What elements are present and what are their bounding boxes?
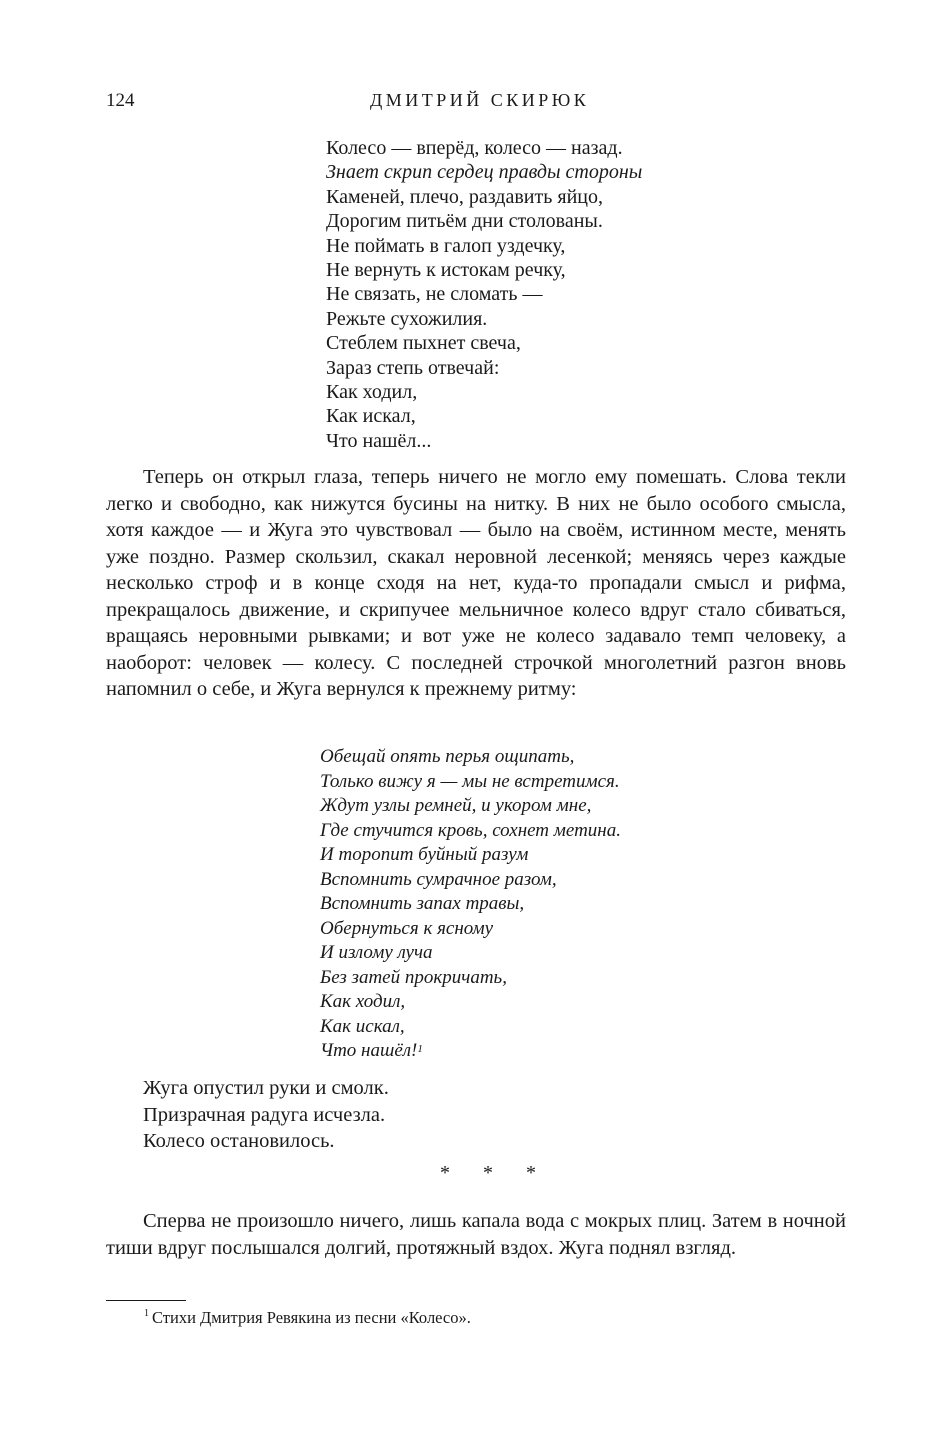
short-lines bbox=[143, 1075, 389, 1155]
poem-line: Не связать, не сломать — bbox=[326, 283, 543, 306]
poem-line: И торопит буйный разум bbox=[320, 844, 529, 865]
body-paragraph: Теперь он открыл глаза, теперь ничего не могло ему помешать. Слова текли легко и свободно, как нижутся бусины на нитку. В них не было особого смысла, хотя каждое — и Жуга это чувствовал — было на своём, истинном месте, менять уже поздно. Размер скользил, скакал неровной лесенкой; меняясь через каждые несколько строф и в конце сходя на нет, куда-то пропадали смысл и рифма, прекращалось движение, и скрипучее мельничное колесо вдруг стало сбиваться, вращаясь неровными рывками; и вот уже не колесо задавало темп человеку, а наоборот: человек — колесу. С последней строчкой многолетний разгон вновь напомнил о себе, и Жуга вернулся к прежнему ритму: bbox=[106, 466, 846, 700]
poem-line: Обернуться к ясному bbox=[320, 917, 494, 939]
section-separator: * * * bbox=[440, 1162, 550, 1184]
footnote-mark: 1 bbox=[144, 1308, 149, 1319]
poem-line: Каменей, плечо, раздавить яйцо, bbox=[326, 185, 603, 208]
text-line: Жуга опустил руки и смолк. bbox=[143, 1077, 389, 1099]
poem-epigraph bbox=[326, 136, 642, 453]
poem-line: Как искал, bbox=[320, 1015, 405, 1037]
footnote-divider bbox=[106, 1300, 186, 1301]
poem-line: Как ходил, bbox=[320, 991, 406, 1012]
running-head: ДМИТРИЙ СКИРЮК bbox=[370, 90, 590, 110]
poem-line: Где стучится кровь, сохнет метина. bbox=[320, 819, 621, 841]
poem-line: Стеблем пыхнет свеча, bbox=[326, 332, 521, 355]
text-line: Колесо остановилось. bbox=[143, 1130, 335, 1152]
poem-line-last bbox=[320, 1039, 621, 1064]
footnote bbox=[144, 1308, 471, 1328]
poem-line-text: Что нашёл! bbox=[320, 1040, 418, 1061]
poem-line: Как искал, bbox=[326, 405, 416, 428]
poem-line: Колесо — вперёд, колесо — назад. bbox=[326, 137, 623, 159]
poem-line: Режьте сухожилия. bbox=[326, 307, 488, 330]
poem-line: Что нашёл... bbox=[326, 429, 432, 452]
footnote-text: Стихи Дмитрия Ревякина из песни «Колесо». bbox=[152, 1308, 471, 1327]
poem-line: Ждут узлы ремней, и укором мне, bbox=[320, 795, 592, 816]
poem-line: Без затей прокричать, bbox=[320, 966, 507, 988]
text-line: Призрачная радуга исчезла. bbox=[143, 1103, 386, 1126]
poem-line: Не вернуть к истокам речку, bbox=[326, 259, 566, 282]
body-paragraph: Сперва не произошло ничего, лишь капала вода с мокрых плиц. Затем в ночной тиши вдруг послышался долгий, протяжный вздох. Жуга поднял взгляд. bbox=[106, 1210, 846, 1259]
poem-line: Вспомнить сумрачное разом, bbox=[320, 868, 557, 890]
page-number: 124 bbox=[106, 90, 135, 111]
poem-line: И излому луча bbox=[320, 942, 433, 963]
poem-line: Не поймать в галоп уздечку, bbox=[326, 234, 566, 257]
poem-italic bbox=[320, 745, 621, 1064]
footnote-reference[interactable]: 1 bbox=[417, 1043, 423, 1055]
poem-line: Дорогим питьём дни столованы. bbox=[326, 210, 603, 233]
poem-line: Обещай опять перья ощипать, bbox=[320, 746, 575, 767]
poem-line: Как ходил, bbox=[326, 381, 418, 404]
poem-line: Знает скрип сердец правды стороны bbox=[326, 161, 643, 184]
poem-line: Вспомнить запах травы, bbox=[320, 893, 525, 914]
poem-line: Зараз степь отвечай: bbox=[326, 356, 500, 379]
poem-line: Только вижу я — мы не встретимся. bbox=[320, 770, 620, 792]
